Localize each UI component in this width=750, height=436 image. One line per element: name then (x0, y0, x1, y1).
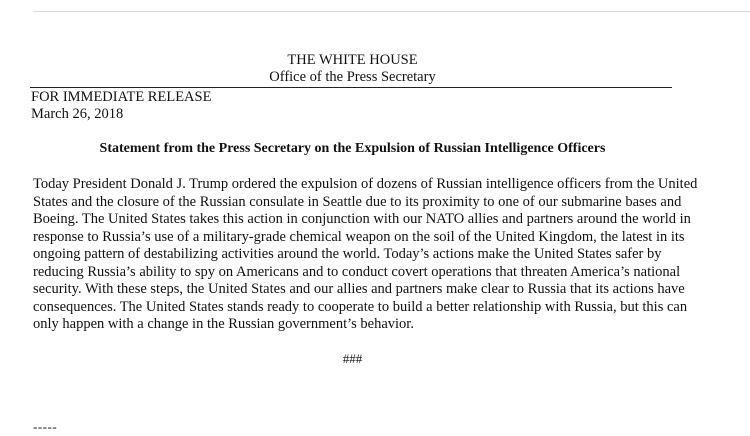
release-date: March 26, 2018 (31, 106, 124, 122)
letterhead (0, 52, 705, 86)
body-line: consequences. The United States stands ready to cooperate to build a better relationship with Russia, but this can (33, 298, 688, 315)
body-line: reducing Russia’s ability to spy on Americans and to conduct covert operations that threaten America’s national (33, 263, 681, 280)
footer-dashes: ----- (33, 419, 58, 434)
body-line: ongoing pattern of destabilizing activities around the world. Today’s actions make the United States safer by (33, 246, 662, 263)
body-line: security. With these steps, the United States and our allies and partners make clear to Russia that its actions have (33, 281, 685, 298)
top-divider (33, 11, 750, 12)
body-line: Today President Donald J. Trump ordered the expulsion of dozens of Russian intelligence officers from the United (33, 176, 698, 192)
body-line: Boeing. The United States takes this action in conjunction with our NATO allies and partners around the world in (33, 211, 691, 228)
body-line: response to Russia’s use of a military-grade chemical weapon on the soil of the United Kingdom, the latest in its (33, 228, 685, 245)
statement-body (33, 176, 698, 334)
release-label: FOR IMMEDIATE RELEASE (31, 89, 212, 105)
body-line: only happen with a change in the Russian government’s behavior. (33, 316, 414, 333)
statement-title: Statement from the Press Secretary on the Expulsion of Russian Intelligence Officers (99, 141, 606, 156)
letterhead-divider (30, 87, 672, 88)
office-name: Office of the Press Secretary (269, 69, 436, 85)
end-mark: ### (342, 351, 363, 366)
release-info (31, 89, 211, 123)
organization-name: THE WHITE HOUSE (287, 52, 418, 68)
body-line: States and the closure of the Russian consulate in Seattle due to its proximity to one of our submarine bases and (33, 193, 682, 210)
